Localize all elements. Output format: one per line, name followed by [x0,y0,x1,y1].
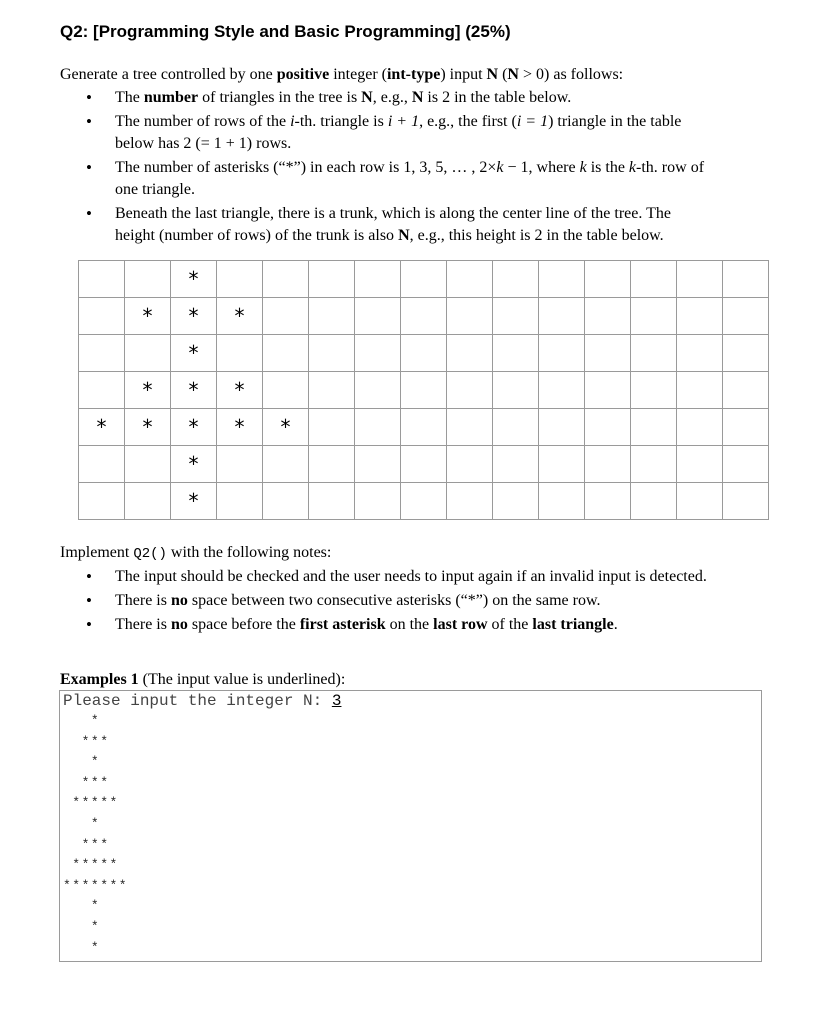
grid-cell [125,261,171,298]
question-title: Q2: [Programming Style and Basic Programming] (25%) [60,22,511,41]
grid-cell [309,261,355,298]
grid-cell [79,335,125,372]
grid-cell [217,261,263,298]
grid-row [79,261,769,298]
grid-cell [79,261,125,298]
rule-triangle-count: • The number of triangles in the tree is N, e.g., N is 2 in the table below. [86,87,704,109]
grid-cell [355,298,401,335]
asterisk-mark: * [142,415,153,439]
grid-cell [401,335,447,372]
grid-cell [493,261,539,298]
grid-cell [309,372,355,409]
grid-cell [723,335,769,372]
grid-cell [125,409,171,446]
grid-row [79,298,769,335]
grid-cell [217,372,263,409]
grid-cell [493,335,539,372]
asterisk-mark: * [188,341,199,365]
output-line: *** [63,733,110,749]
asterisk-mark: * [188,489,199,513]
grid-cell [263,446,309,483]
grid-cell [723,409,769,446]
asterisk-mark: * [234,378,245,402]
grid-cell [723,446,769,483]
tree-example-table [78,260,769,520]
grid-cell [677,261,723,298]
grid-cell [217,335,263,372]
output-line: * [63,939,101,955]
grid-cell [447,446,493,483]
grid-cell [263,298,309,335]
intro-paragraph: Generate a tree controlled by one positive integer (int-type) input N (N > 0) as follows: [60,66,624,83]
notes-list [86,566,707,638]
grid-cell [585,446,631,483]
grid-cell [79,483,125,520]
grid-cell [677,483,723,520]
grid-cell [447,335,493,372]
grid-cell [539,409,585,446]
grid-cell [723,483,769,520]
asterisk-mark: * [188,415,199,439]
rule-triangle-rows: • The number of rows of the i-th. triangle is i + 1, e.g., the first (i = 1) triangle in the table below has 2 (= 1 + 1) rows. [86,111,704,155]
grid-cell [401,372,447,409]
input-prompt: Please input the integer N: 3 [63,692,342,710]
grid-cell [539,446,585,483]
grid-cell [171,298,217,335]
grid-cell [447,261,493,298]
input-value: 3 [331,692,342,710]
grid-cell [79,298,125,335]
grid-cell [631,335,677,372]
grid-cell [171,409,217,446]
grid-cell [585,298,631,335]
output-line: * [63,919,101,934]
grid-cell [309,483,355,520]
grid-row [79,409,769,446]
grid-cell [125,298,171,335]
grid-cell [355,483,401,520]
grid-cell [631,446,677,483]
asterisk-mark: * [188,304,199,328]
grid-cell [585,261,631,298]
function-name: Q2() [133,546,167,562]
grid-cell [585,372,631,409]
grid-cell [263,335,309,372]
grid-cell [171,261,217,298]
grid-cell [723,372,769,409]
output-line: ***** [63,857,119,873]
grid-cell [171,446,217,483]
output-line: * [63,754,101,770]
grid-row [79,446,769,483]
grid-cell [217,409,263,446]
rule-trunk: • Beneath the last triangle, there is a trunk, which is along the center line of the tree. The height (number of rows) of the trunk is also N, e.g., this height is 2 in the table below. [86,203,704,247]
grid-cell [217,298,263,335]
grid-cell [355,446,401,483]
rule-asterisk-count: • The number of asterisks (“*”) in each row is 1, 3, 5, … , 2×k − 1, where k is the k-th. row of one triangle. [86,157,704,201]
grid-cell [355,335,401,372]
grid-cell [631,261,677,298]
grid-cell [447,372,493,409]
grid-cell [539,372,585,409]
example-console-output [59,690,762,962]
grid-row [79,372,769,409]
grid-cell [171,372,217,409]
grid-cell [263,372,309,409]
grid-cell [447,409,493,446]
asterisk-mark: * [234,304,245,328]
asterisk-mark: * [234,415,245,439]
grid-cell [493,298,539,335]
grid-cell [355,409,401,446]
grid-cell [401,261,447,298]
grid-cell [631,298,677,335]
grid-cell [585,483,631,520]
output-line: * [63,713,101,728]
grid-cell [539,261,585,298]
grid-cell [355,261,401,298]
note-input-check: • The input should be checked and the user needs to input again if an invalid input is detected. [86,566,707,588]
grid-cell [631,372,677,409]
grid-cell [447,298,493,335]
note-no-leading-space: • There is no space before the first asterisk on the last row of the last triangle. [86,614,707,636]
output-line: ******* [63,877,129,893]
grid-cell [631,483,677,520]
grid-cell [401,298,447,335]
grid-cell [493,483,539,520]
implement-paragraph: Implement Q2() with the following notes: [60,544,332,562]
grid-cell [79,446,125,483]
grid-cell [585,335,631,372]
grid-cell [125,446,171,483]
asterisk-mark: * [280,415,291,439]
grid-cell [493,446,539,483]
grid-cell [263,483,309,520]
output-line: *** [63,774,110,790]
grid-cell [171,335,217,372]
grid-cell [125,335,171,372]
grid-cell [263,409,309,446]
rules-list [86,87,704,249]
grid-cell [79,409,125,446]
grid-cell [493,372,539,409]
asterisk-mark: * [188,267,199,291]
asterisk-mark: * [96,415,107,439]
grid-cell [723,261,769,298]
asterisk-mark: * [142,304,153,328]
grid-cell [263,261,309,298]
note-no-space-between: • There is no space between two consecutive asterisks (“*”) on the same row. [86,590,707,612]
grid-cell [677,446,723,483]
grid-cell [401,409,447,446]
grid-cell [171,483,217,520]
grid-cell [401,483,447,520]
grid-cell [125,372,171,409]
grid-cell [539,335,585,372]
asterisk-mark: * [142,378,153,402]
example-title: Examples 1 (The input value is underlined): [60,671,346,688]
grid-cell [631,409,677,446]
grid-cell [677,409,723,446]
grid-cell [401,446,447,483]
grid-cell [355,372,401,409]
grid-cell [723,298,769,335]
grid-cell [309,298,355,335]
grid-cell [309,335,355,372]
grid-cell [493,409,539,446]
grid-row [79,483,769,520]
grid-cell [539,298,585,335]
grid-cell [217,446,263,483]
asterisk-mark: * [188,378,199,402]
grid-cell [309,409,355,446]
grid-cell [309,446,355,483]
grid-row [79,335,769,372]
output-line: ***** [63,795,119,811]
grid-cell [79,372,125,409]
asterisk-mark: * [188,452,199,476]
grid-cell [677,335,723,372]
grid-cell [447,483,493,520]
output-line: *** [63,836,110,852]
grid-cell [125,483,171,520]
grid-cell [585,409,631,446]
output-line: * [63,816,101,831]
output-line: * [63,898,101,914]
grid-cell [539,483,585,520]
grid-cell [217,483,263,520]
grid-cell [677,372,723,409]
grid-cell [677,298,723,335]
